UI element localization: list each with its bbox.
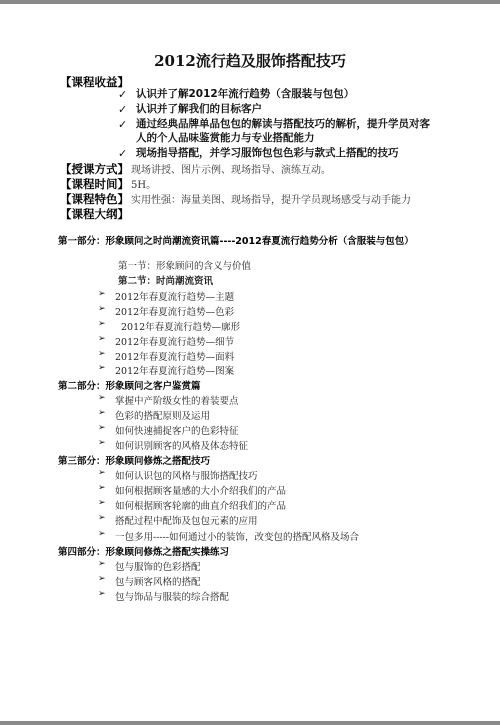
arrow-bullet-icon: ➢	[98, 498, 106, 508]
section-node: 第一节：形象顾问的含义与价值	[118, 261, 252, 272]
list-item: ➢ 如何快速捕捉客户的色彩特征	[98, 423, 239, 437]
arrow-bullet-icon: ➢	[98, 483, 106, 493]
list-item: ➢ 色彩的搭配原则及运用	[98, 408, 211, 422]
checkmark-icon: ✓	[118, 118, 128, 131]
list-item: ➢ 2012年春夏流行趋势—图案	[98, 363, 235, 377]
section-node: 第二节：时尚潮流资讯	[118, 276, 214, 287]
arrow-bullet-icon: ➢	[98, 438, 106, 448]
duration-label: 【课程时间】	[60, 177, 129, 191]
page-title: 2012流行趋及服饰搭配技巧	[154, 52, 346, 70]
part-heading: 第二部分：形象顾问之客户鉴赏篇	[58, 381, 201, 392]
document-page	[0, 4, 500, 721]
list-item: ➢ 如何根据顾客轮廓的曲直介绍我们的产品	[98, 498, 287, 512]
method-label: 【授课方式】	[60, 162, 129, 176]
arrow-bullet-icon: ➢	[98, 408, 106, 418]
duration-text: 5H。	[131, 180, 157, 191]
list-item: ➢ 搭配过程中配饰及包包元素的应用	[98, 513, 258, 527]
list-item: ➢ 掌握中产阶级女性的着装要点	[98, 393, 239, 407]
list-item: ➢ 2012年春夏流行趋势—色彩	[98, 304, 235, 318]
list-item: ➢ 包与饰品与服装的综合搭配	[98, 589, 230, 603]
checkmark-icon: ✓	[118, 147, 128, 160]
arrow-bullet-icon: ➢	[98, 289, 106, 299]
duration-row	[60, 176, 156, 192]
benefits-label: 【课程收益】	[60, 75, 129, 89]
list-item: ➢ 2012年春夏流行趋势—廓形	[98, 319, 241, 333]
list-item: ➢ 2012年春夏流行趋势—细节	[98, 334, 235, 348]
arrow-bullet-icon: ➢	[98, 349, 106, 359]
benefit-item: ✓ 通过经典品牌单品包包的解读与搭配技巧的解析，提升学员对客	[118, 118, 430, 131]
list-item: ➢ 如何认识包的风格与服饰搭配技巧	[98, 468, 258, 482]
benefit-item: ✓ 认识并了解我们的目标客户	[118, 103, 262, 116]
list-item: ➢ 2012年春夏流行趋势—面料	[98, 349, 235, 363]
arrow-bullet-icon: ➢	[98, 468, 106, 478]
list-item: ➢ 如何识别顾客的风格及体态特征	[98, 438, 249, 452]
method-text: 现场讲授、图片示例、现场指导、演练互动。	[131, 165, 331, 176]
arrow-bullet-icon: ➢	[98, 589, 106, 599]
arrow-bullet-icon: ➢	[98, 393, 106, 403]
list-item: ➢ 包与顾客风格的搭配	[98, 574, 201, 588]
list-item: ➢ 如何根据顾客量感的大小介绍我们的产品	[98, 483, 287, 497]
arrow-bullet-icon: ➢	[98, 513, 106, 523]
benefit-item: ✓ 认识并了解2012年流行趋势（含服装与包包）	[118, 88, 355, 101]
outline-label: 【课程大纲】	[60, 207, 129, 221]
checkmark-icon: ✓	[118, 88, 128, 101]
arrow-bullet-icon: ➢	[98, 559, 106, 569]
features-label: 【课程特色】	[60, 192, 129, 206]
arrow-bullet-icon: ➢	[98, 529, 106, 539]
benefit-item-continuation: 人的个人品味鉴赏能力与专业搭配能力	[136, 132, 315, 144]
part-heading: 第四部分：形象顾问修炼之搭配实操练习	[58, 547, 230, 558]
features-row	[60, 191, 411, 207]
part-heading: 第一部分：形象顾问之时尚潮流资讯篇----2012春夏流行趋势分析（含服装与包包）	[58, 236, 414, 247]
list-item: ➢ 一包多用-----如何通过小的装饰，改变包的搭配风格及场合	[98, 529, 360, 543]
method-row	[60, 161, 331, 177]
features-text: 实用性强：海量美图、现场指导，提升学员现场感受与动手能力	[131, 195, 411, 206]
list-item: ➢ 包与服饰的色彩搭配	[98, 559, 201, 573]
arrow-bullet-icon: ➢	[98, 319, 106, 329]
arrow-bullet-icon: ➢	[98, 574, 106, 584]
arrow-bullet-icon: ➢	[98, 363, 106, 373]
arrow-bullet-icon: ➢	[98, 334, 106, 344]
list-item: ➢ 2012年春夏流行趋势—主题	[98, 289, 235, 303]
arrow-bullet-icon: ➢	[98, 304, 106, 314]
bottom-border	[0, 721, 500, 725]
checkmark-icon: ✓	[118, 103, 128, 116]
benefit-item: ✓ 现场指导搭配，并学习服饰包包色彩与款式上搭配的技巧	[118, 147, 399, 160]
arrow-bullet-icon: ➢	[98, 423, 106, 433]
part-heading: 第三部分：形象顾问修炼之搭配技巧	[58, 456, 211, 467]
